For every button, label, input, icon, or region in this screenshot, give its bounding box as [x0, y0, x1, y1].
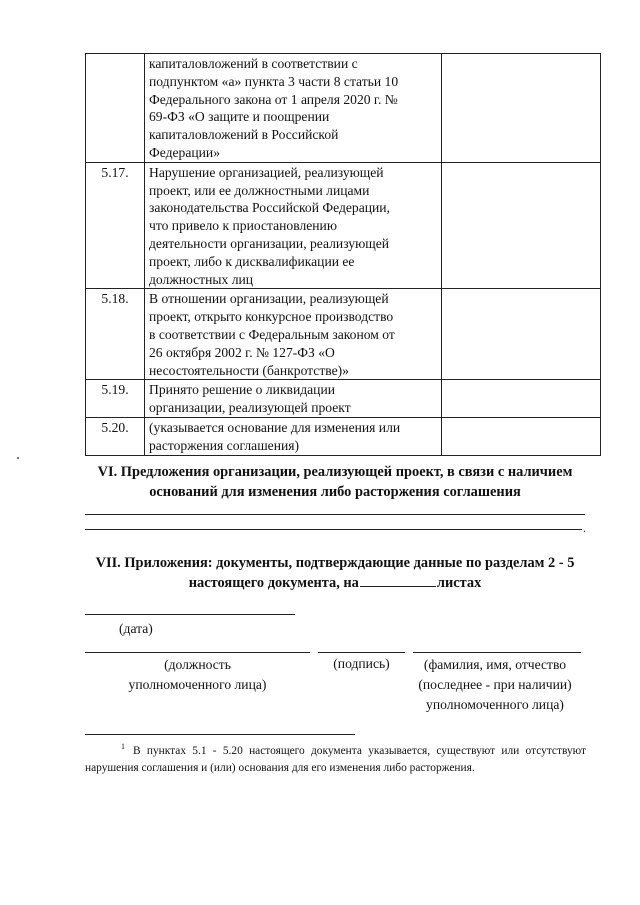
sheet-count-blank: [360, 573, 436, 587]
row-description-line: Федерального закона от 1 апреля 2020 г. №: [149, 91, 398, 107]
row-description-line: проект, либо к дисквалификации ее: [149, 253, 355, 269]
row-number: [86, 54, 145, 163]
date-line: [85, 614, 295, 615]
table-row: [86, 289, 601, 380]
row-description: [145, 54, 442, 163]
row-number: 5.19.: [86, 380, 145, 418]
row-description-line: проект, открыто конкурсное производство: [149, 309, 394, 325]
scan-speck: [17, 457, 19, 459]
row-description-line: должностных лиц: [149, 271, 254, 287]
row-value-cell: [442, 417, 601, 455]
row-description-line: деятельности организации, реализующей: [149, 235, 390, 251]
row-description: [145, 162, 442, 289]
section-6-end-mark: .: [583, 521, 586, 535]
row-value-cell: [442, 54, 601, 163]
signature-line: [318, 652, 405, 653]
row-description: [145, 417, 442, 455]
name-label-line-2: (последнее - при наличии): [418, 677, 572, 692]
position-label: [85, 655, 310, 695]
row-number: 5.18.: [86, 289, 145, 380]
row-description-line: расторжения соглашения): [149, 437, 300, 453]
row-description-line: капиталовложений в соответствии с: [149, 56, 358, 71]
section-6-fill-line-2: [85, 529, 582, 530]
name-line: [413, 652, 581, 653]
name-label-line-1: (фамилия, имя, отчество: [423, 657, 567, 672]
row-description-line: Принято решение о ликвидации: [149, 382, 336, 398]
row-description-line: несостоятельности (банкротстве)»: [149, 362, 349, 378]
row-description-line: капиталовложений в Российской: [149, 127, 339, 143]
row-description-line: (указывается основание для изменения или: [149, 419, 401, 435]
section-7-heading-line-1: VII. Приложения: документы, подтверждающие данные по разделам 2 - 5: [95, 555, 575, 571]
footnote-separator: [85, 734, 355, 735]
date-label: (дата): [119, 621, 153, 636]
row-description-line: 69-ФЗ «О защите и поощрении: [149, 109, 330, 125]
section-6-heading: [70, 462, 600, 502]
section-7-heading-line-2: настоящего документа, на листах: [188, 575, 482, 591]
row-description-line: законодательства Российской Федерации,: [149, 200, 390, 216]
row-value-cell: [442, 162, 601, 289]
row-description-line: В отношении организации, реализующей: [149, 291, 389, 307]
row-description-line: Федерации»: [149, 144, 220, 160]
name-label-line-3: уполномоченного лица): [426, 697, 564, 712]
row-description-line: что привело к приостановлению: [149, 218, 337, 234]
row-description-line: проект, или ее должностными лицами: [149, 182, 370, 198]
row-value-cell: [442, 380, 601, 418]
row-number: 5.20.: [86, 417, 145, 455]
table-row: [86, 417, 601, 455]
row-number: 5.17.: [86, 162, 145, 289]
section-6-heading-line-1: VI. Предложения организации, реализующей проект, в связи с наличием: [97, 464, 573, 480]
footnote-text: В пунктах 5.1 - 5.20 настоящего документа указывается, существуют или отсутствуют нарушения соглашения и (или) основания для его изменения либо расторжения.: [85, 745, 586, 774]
row-description: [145, 289, 442, 380]
table-row: [86, 54, 601, 163]
footnote-mark: 1: [121, 742, 125, 751]
violations-table: [85, 53, 601, 456]
section-6-fill-line-1: [85, 514, 585, 515]
section-7-heading: [70, 553, 600, 593]
name-label: [405, 655, 585, 715]
position-label-line-1: (должность: [164, 657, 231, 672]
position-label-line-2: уполномоченного лица): [128, 677, 267, 692]
row-description-line: Нарушение организацией, реализующей: [149, 164, 384, 180]
table-row: [86, 162, 601, 289]
row-value-cell: [442, 289, 601, 380]
footnote: [85, 739, 586, 776]
position-line: [85, 652, 310, 653]
row-description-line: 26 октября 2002 г. № 127-ФЗ «О: [149, 344, 335, 360]
row-description-line: организации, реализующей проект: [149, 400, 351, 416]
row-description-line: в соответствии с Федеральным законом от: [149, 326, 395, 342]
section-6-heading-line-2: оснований для изменения либо расторжения соглашения: [149, 484, 521, 500]
table-row: [86, 380, 601, 418]
row-description: [145, 380, 442, 418]
row-description-line: подпунктом «а» пункта 3 части 8 статьи 10: [149, 73, 399, 89]
signature-label: (подпись): [333, 656, 390, 671]
